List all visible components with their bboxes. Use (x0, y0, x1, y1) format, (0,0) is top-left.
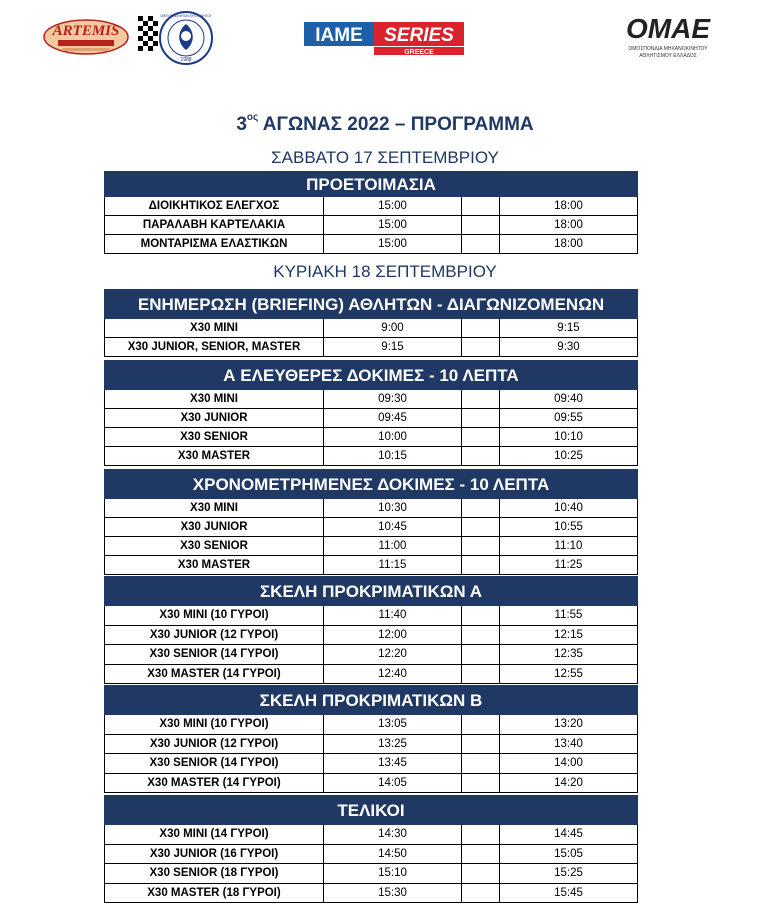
blank-cell (461, 754, 499, 774)
table-row (104, 845, 638, 865)
start-time: 14:30 (323, 825, 461, 845)
end-time: 09:55 (499, 409, 638, 428)
svg-text:ΟΜΟΣΠΟΝΔΙΑ ΜΗΧΑΝΟΚΙΝΗΤΟΥ: ΟΜΟΣΠΟΝΔΙΑ ΜΗΧΑΝΟΚΙΝΗΤΟΥ (628, 46, 708, 52)
session-name: ΜΟΝΤΑΡΙΣΜΑ ΕΛΑΣΤΙΚΩΝ (104, 235, 323, 254)
blank-cell (461, 390, 499, 409)
table-row (104, 556, 638, 575)
section-header: ΣΚΕΛΗ ΠΡΟΚΡΙΜΑΤΙΚΩΝ Β (104, 685, 638, 715)
end-time: 10:55 (499, 518, 638, 537)
session-name: X30 JUNIOR (104, 409, 323, 428)
session-name: X30 MINI (10 ΓΥΡΟΙ) (104, 715, 323, 735)
schedule-section-timed-practice (104, 469, 638, 575)
schedule-section-heats-a (104, 576, 638, 684)
table-row (104, 518, 638, 537)
start-time: 10:45 (323, 518, 461, 537)
end-time: 9:15 (499, 319, 638, 338)
section-header: ΧΡΟΝΟΜΕΤΡΗΜΕΝΕΣ ΔΟΚΙΜΕΣ - 10 ΛΕΠΤΑ (104, 469, 638, 499)
blank-cell (461, 319, 499, 338)
session-name: X30 MINI (104, 390, 323, 409)
start-time: 10:00 (323, 428, 461, 447)
session-name: X30 JUNIOR, SENIOR, MASTER (104, 338, 323, 357)
table-row (104, 754, 638, 774)
table-row (104, 626, 638, 646)
end-time: 11:55 (499, 606, 638, 626)
table-row (104, 645, 638, 665)
start-time: 12:00 (323, 626, 461, 646)
svg-text:ΑΘΛΗΤΙΣΜΟΥ ΕΛΛΑΔΟΣ: ΑΘΛΗΤΙΣΜΟΥ ΕΛΛΑΔΟΣ (639, 53, 697, 59)
day-heading-saturday: ΣΑΒΒΑΤΟ 17 ΣΕΠΤΕΜΒΡΙΟΥ (271, 148, 499, 167)
end-time: 15:25 (499, 864, 638, 884)
session-name: X30 JUNIOR (104, 518, 323, 537)
end-time: 10:25 (499, 447, 638, 466)
blank-cell (461, 235, 499, 254)
session-name: X30 SENIOR (18 ΓΥΡΟΙ) (104, 864, 323, 884)
blank-cell (461, 556, 499, 575)
end-time: 18:00 (499, 235, 638, 254)
iame-series-logo (304, 18, 464, 58)
end-time: 10:10 (499, 428, 638, 447)
end-time: 15:05 (499, 845, 638, 865)
session-name: X30 MINI (104, 319, 323, 338)
start-time: 15:30 (323, 884, 461, 904)
start-time: 11:15 (323, 556, 461, 575)
session-name: X30 MINI (10 ΓΥΡΟΙ) (104, 606, 323, 626)
club-emblem-logo (138, 6, 214, 68)
page-title: $3^{o\varsigma}$ ΑΓΩΝΑΣ 2022 – ΠΡΟΓΡΑΜΜΑ (236, 112, 534, 135)
start-time: 09:45 (323, 409, 461, 428)
session-name: X30 JUNIOR (16 ΓΥΡΟΙ) (104, 845, 323, 865)
table-row (104, 606, 638, 626)
omae-logo (618, 8, 718, 70)
session-name: X30 SENIOR (14 ΓΥΡΟΙ) (104, 645, 323, 665)
schedule-section-briefing (104, 289, 638, 357)
blank-cell (461, 665, 499, 685)
start-time: 10:30 (323, 499, 461, 518)
end-time: 18:00 (499, 197, 638, 216)
start-time: 10:15 (323, 447, 461, 466)
session-name: X30 MINI (104, 499, 323, 518)
end-time: 13:20 (499, 715, 638, 735)
session-name: X30 SENIOR (14 ΓΥΡΟΙ) (104, 754, 323, 774)
schedule-section-finals (104, 795, 638, 903)
blank-cell (461, 537, 499, 556)
end-time: 12:15 (499, 626, 638, 646)
table-row (104, 774, 638, 794)
section-header: ΕΝΗΜΕΡΩΣΗ (BRIEFING) ΑΘΛΗΤΩΝ - ΔΙΑΓΩΝΙΖΟΜΕΝΩΝ (104, 289, 638, 319)
session-name: X30 MASTER (104, 447, 323, 466)
blank-cell (461, 864, 499, 884)
start-time: 15:10 (323, 864, 461, 884)
schedule-section-preparation (104, 171, 638, 254)
table-row (104, 447, 638, 466)
start-time: 12:40 (323, 665, 461, 685)
blank-cell (461, 338, 499, 357)
start-time: 12:20 (323, 645, 461, 665)
svg-text:GREECE: GREECE (404, 49, 434, 56)
end-time: 15:45 (499, 884, 638, 904)
svg-text:OMAE: OMAE (626, 13, 710, 44)
start-time: 15:00 (323, 197, 461, 216)
table-row (104, 665, 638, 685)
end-time: 14:45 (499, 825, 638, 845)
start-time: 14:05 (323, 774, 461, 794)
table-row (104, 864, 638, 884)
start-time: 15:00 (323, 235, 461, 254)
session-name: X30 MASTER (14 ΓΥΡΟΙ) (104, 665, 323, 685)
table-row (104, 197, 638, 216)
blank-cell (461, 409, 499, 428)
table-row (104, 825, 638, 845)
table-row (104, 319, 638, 338)
start-time: 13:45 (323, 754, 461, 774)
blank-cell (461, 447, 499, 466)
start-time: 11:40 (323, 606, 461, 626)
session-name: X30 JUNIOR (12 ΓΥΡΟΙ) (104, 626, 323, 646)
section-header: ΤΕΛΙΚΟΙ (104, 795, 638, 825)
logo-bar (0, 0, 770, 80)
session-name: X30 SENIOR (104, 537, 323, 556)
table-row (104, 409, 638, 428)
table-row (104, 338, 638, 357)
session-name: ΠΑΡΑΛΑΒΗ ΚΑΡΤΕΛΑΚΙΑ (104, 216, 323, 235)
blank-cell (461, 645, 499, 665)
end-time: 18:00 (499, 216, 638, 235)
blank-cell (461, 216, 499, 235)
start-time: 9:15 (323, 338, 461, 357)
session-name: X30 MINI (14 ΓΥΡΟΙ) (104, 825, 323, 845)
start-time: 15:00 (323, 216, 461, 235)
section-header: Α ΕΛΕΥΘΕΡΕΣ ΔΟΚΙΜΕΣ - 10 ΛΕΠΤΑ (104, 360, 638, 390)
start-time: 13:25 (323, 735, 461, 755)
table-row (104, 390, 638, 409)
end-time: 12:35 (499, 645, 638, 665)
svg-text:IAME: IAME (315, 25, 363, 46)
day-heading-sunday: ΚΥΡΙΑΚΗ 18 ΣΕΠΤΕΜΒΡΙΟΥ (273, 262, 497, 281)
schedule-section-heats-b (104, 685, 638, 793)
section-header: ΣΚΕΛΗ ΠΡΟΚΡΙΜΑΤΙΚΩΝ Α (104, 576, 638, 606)
blank-cell (461, 197, 499, 216)
blank-cell (461, 626, 499, 646)
svg-text:1988: 1988 (180, 57, 192, 63)
svg-text:SERIES: SERIES (384, 25, 454, 46)
session-name: ΔΙΟΙΚΗΤΙΚΟΣ ΕΛΕΓΧΟΣ (104, 197, 323, 216)
table-row (104, 715, 638, 735)
start-time: 13:05 (323, 715, 461, 735)
schedule-section-free-practice (104, 360, 638, 466)
blank-cell (461, 884, 499, 904)
end-time: 14:00 (499, 754, 638, 774)
end-time: 11:10 (499, 537, 638, 556)
blank-cell (461, 428, 499, 447)
session-name: X30 SENIOR (104, 428, 323, 447)
svg-text:ARTEMIS: ARTEMIS (52, 23, 120, 39)
table-row (104, 428, 638, 447)
session-name: X30 MASTER (14 ΓΥΡΟΙ) (104, 774, 323, 794)
table-row (104, 216, 638, 235)
end-time: 10:40 (499, 499, 638, 518)
blank-cell (461, 845, 499, 865)
start-time: 09:30 (323, 390, 461, 409)
table-row (104, 537, 638, 556)
artemis-logo (42, 14, 130, 60)
table-row (104, 499, 638, 518)
blank-cell (461, 825, 499, 845)
end-time: 11:25 (499, 556, 638, 575)
end-time: 13:40 (499, 735, 638, 755)
session-name: X30 JUNIOR (12 ΓΥΡΟΙ) (104, 735, 323, 755)
blank-cell (461, 715, 499, 735)
blank-cell (461, 606, 499, 626)
start-time: 9:00 (323, 319, 461, 338)
end-time: 09:40 (499, 390, 638, 409)
table-row (104, 235, 638, 254)
blank-cell (461, 499, 499, 518)
svg-text:ΟΜΙΛΟΣ ΑΘΛΗΤΩΝ ΑΥΤΟΚΙΝΗΤΟΥ: ΟΜΙΛΟΣ ΑΘΛΗΤΩΝ ΑΥΤΟΚΙΝΗΤΟΥ (160, 14, 212, 18)
blank-cell (461, 735, 499, 755)
start-time: 11:00 (323, 537, 461, 556)
table-row (104, 735, 638, 755)
blank-cell (461, 774, 499, 794)
table-row (104, 884, 638, 904)
session-name: X30 MASTER (18 ΓΥΡΟΙ) (104, 884, 323, 904)
blank-cell (461, 518, 499, 537)
end-time: 12:55 (499, 665, 638, 685)
section-header: ΠΡΟΕΤΟΙΜΑΣΙΑ (104, 171, 638, 197)
session-name: X30 MASTER (104, 556, 323, 575)
end-time: 9:30 (499, 338, 638, 357)
start-time: 14:50 (323, 845, 461, 865)
end-time: 14:20 (499, 774, 638, 794)
